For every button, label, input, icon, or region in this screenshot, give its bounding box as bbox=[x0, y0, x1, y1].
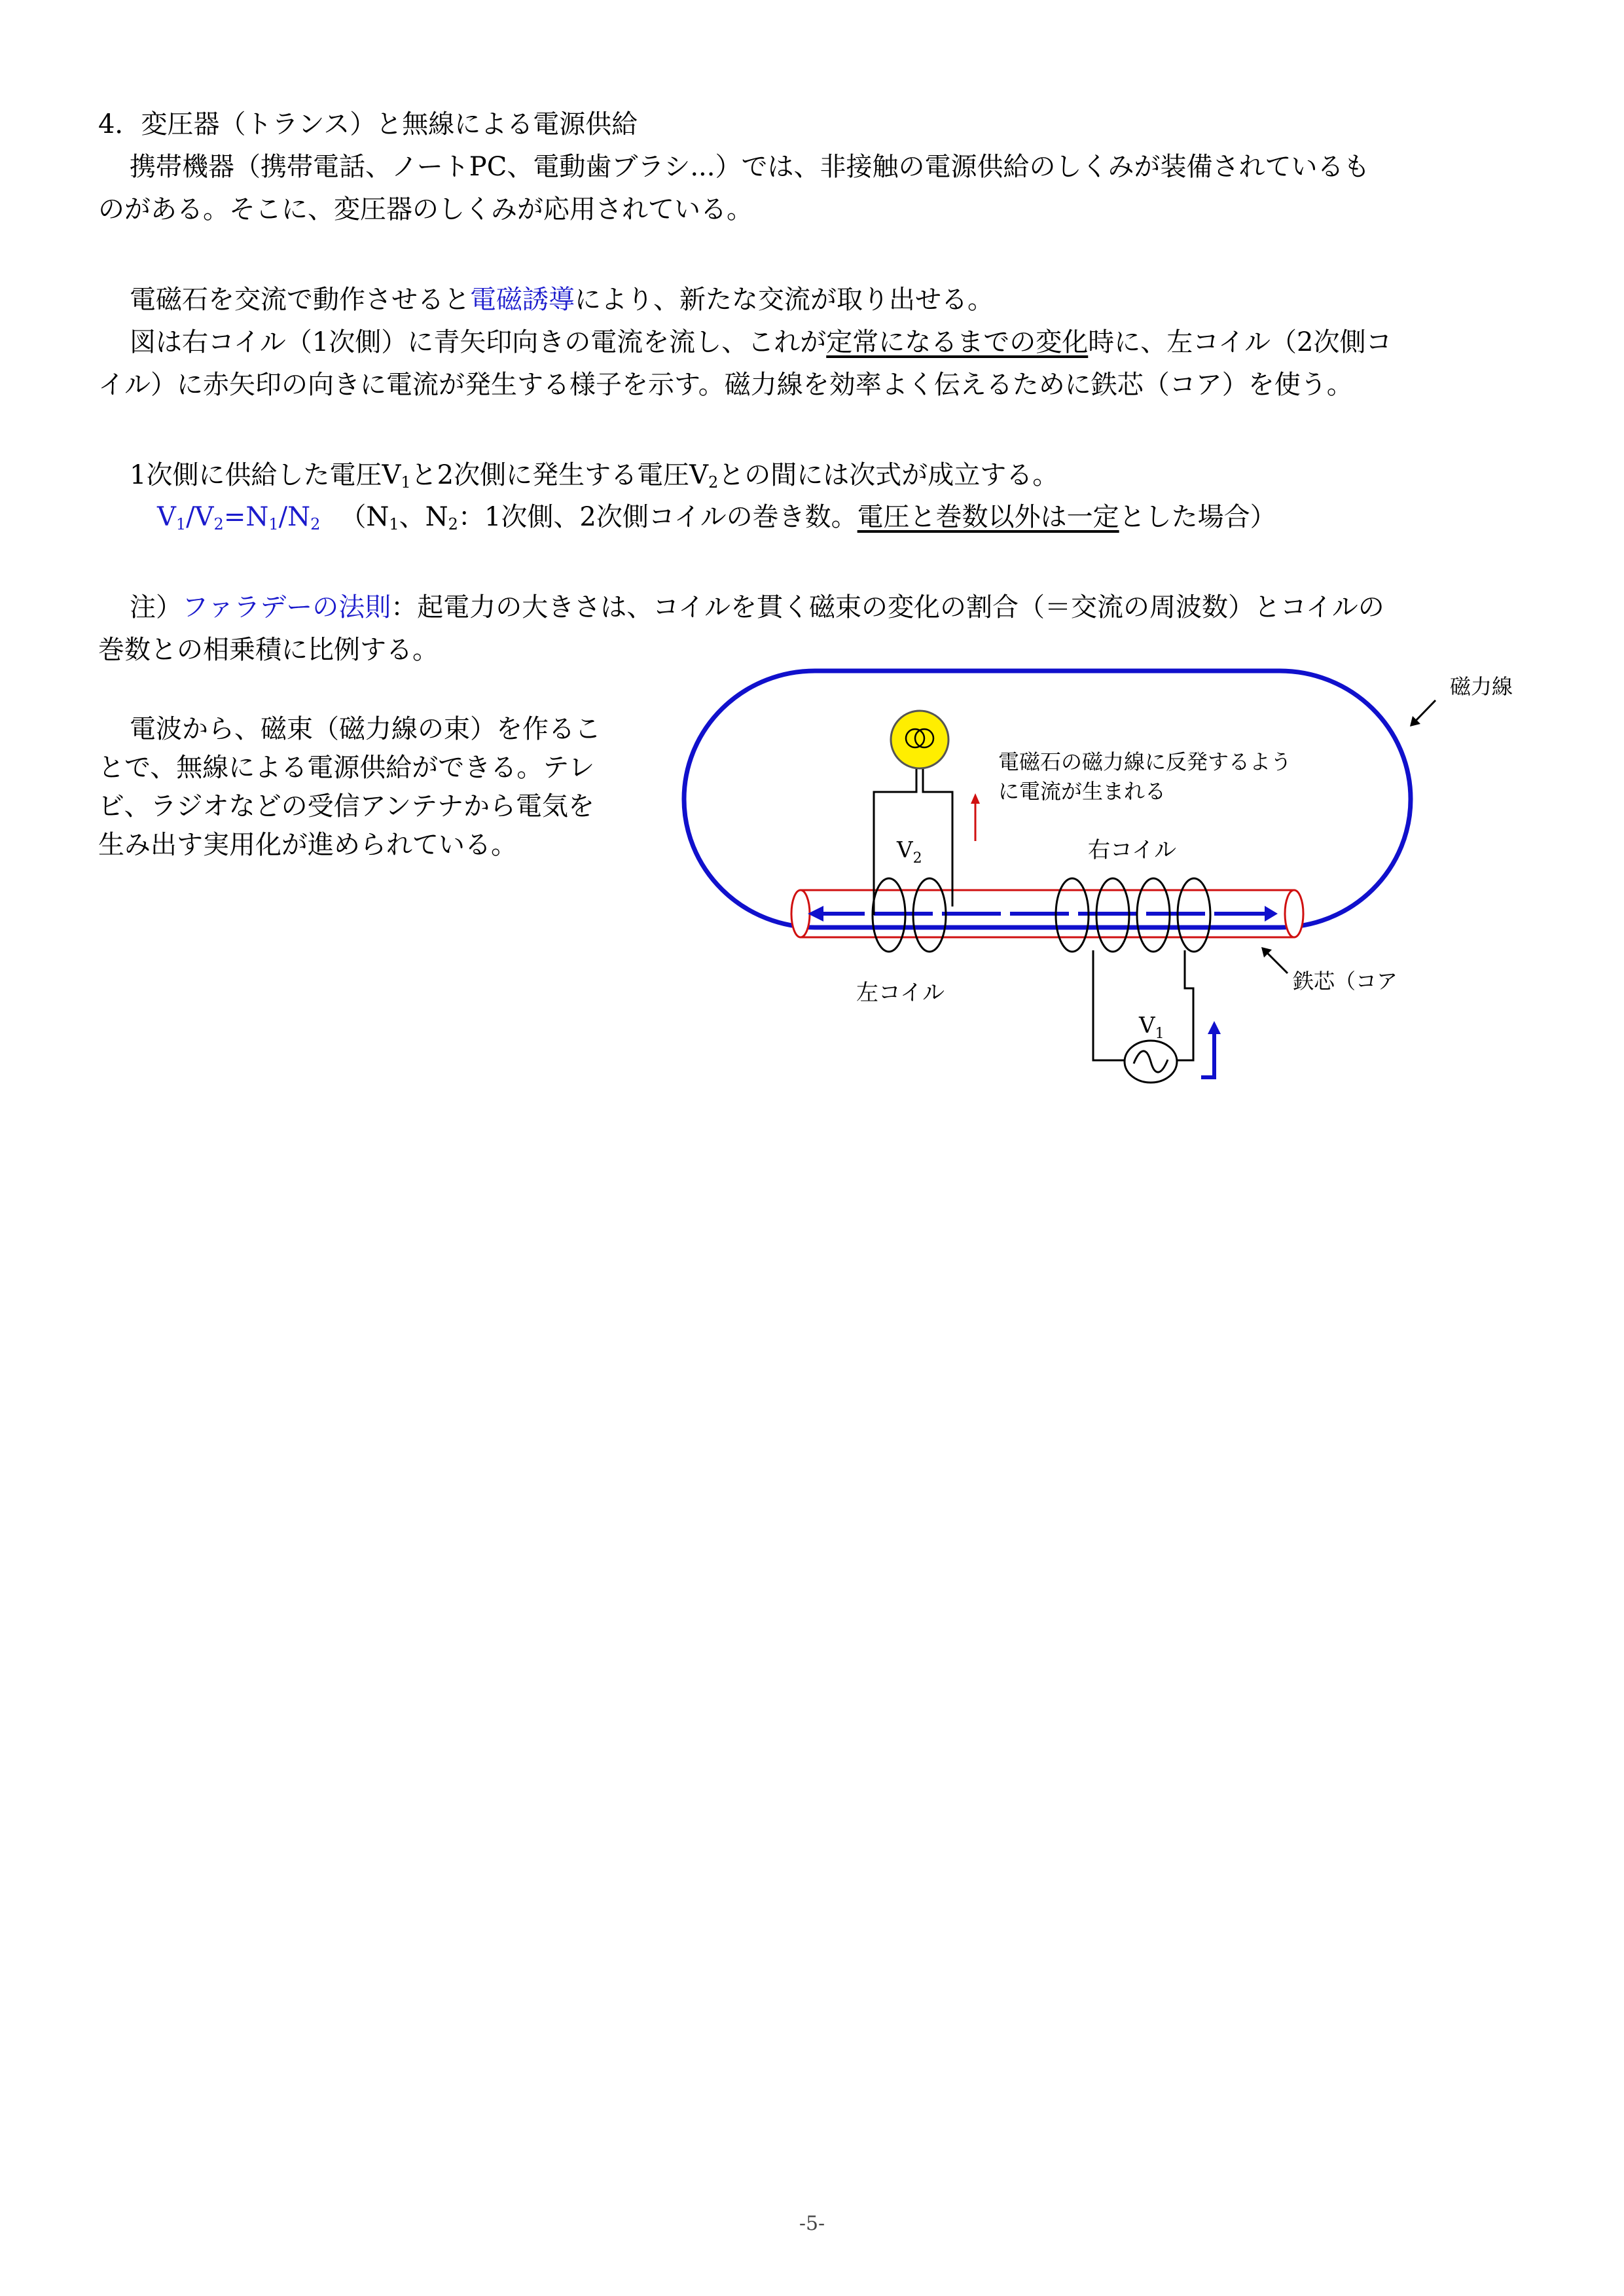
primary-current-arrow bbox=[1201, 1021, 1221, 1077]
secondary-circuit bbox=[874, 769, 952, 906]
core-pointer bbox=[1261, 947, 1288, 973]
faraday-term: ファラデーの法則 bbox=[182, 592, 391, 622]
voltage-relation-intro: 1次側に供給した電圧$V_1$と2次側に発生する電圧$V_2$との間には次式が成立する。 bbox=[130, 460, 1059, 492]
induction-term: 電磁誘導 bbox=[470, 285, 575, 315]
field-lines-label: 磁力線 bbox=[1450, 674, 1513, 699]
page-number: -5- bbox=[799, 2212, 825, 2235]
figure-description-line-2: イル）に赤矢印の向きに電流が発生する様子を示す。磁力線を効率よく伝えるために鉄芯（コア）を使う。 bbox=[98, 370, 1353, 400]
induced-current-arrow bbox=[971, 793, 980, 841]
voltage-formula-line: $V_1/V_2=N_1/N_2$ （$N_1$、$N_2$：1次側、2次側コイルの巻き数。電圧と巻数以外は一定とした場合） bbox=[157, 502, 1276, 533]
repel-note-line-1: 電磁石の磁力線に反発するよう bbox=[998, 749, 1292, 774]
field-lines-pointer bbox=[1410, 700, 1435, 726]
core-label: 鉄芯（コア bbox=[1293, 969, 1398, 994]
right-coil-label: 右コイル bbox=[1088, 837, 1176, 863]
bulb-icon bbox=[891, 711, 948, 768]
section-heading: 4．変圧器（トランス）と無線による電源供給 bbox=[98, 109, 638, 139]
induction-sentence: 電磁石を交流で動作させると電磁誘導により、新たな交流が取り出せる。 bbox=[130, 285, 994, 315]
transformer-diagram bbox=[681, 655, 1545, 1113]
core-flux-arrow bbox=[808, 906, 1278, 922]
v2-label: $V_2$ bbox=[897, 837, 922, 867]
underlined-phrase: 定常になるまでの変化 bbox=[826, 327, 1089, 357]
figure-description-line-1: 図は右コイル（1次側）に青矢印向きの電流を流し、これが定常になるまでの変化時に、左コイル（2次側コ bbox=[130, 327, 1392, 357]
v1-label: $V_1$ bbox=[1139, 1013, 1164, 1042]
voltage-formula: $V_1/V_2=N_1/N_2$ bbox=[157, 502, 321, 533]
intro-line-1: 携帯機器（携帯電話、ノートPC、電動歯ブラシ...）では、非接触の電源供給のしくみが装備されているも bbox=[130, 152, 1370, 182]
intro-line-2: のがある。そこに、変圧器のしくみが応用されている。 bbox=[98, 194, 753, 224]
left-coil-label: 左コイル bbox=[856, 980, 945, 1006]
faraday-line-2: 巻数との相乗積に比例する。 bbox=[98, 635, 439, 665]
underlined-condition: 電圧と巻数以外は一定 bbox=[857, 502, 1119, 532]
wireless-paragraph: 電波から、磁束（磁力線の束）を作るこ とで、無線による電源供給ができる。テレ ビ、ラジオなどの受信アンテナから電気を 生み出す実用化が進められている。 bbox=[98, 714, 601, 860]
faraday-line-1: 注）ファラデーの法則：起電力の大きさは、コイルを貫く磁束の変化の割合（＝交流の周波数）とコイルの bbox=[130, 592, 1384, 622]
repel-note-line-2: に電流が生まれる bbox=[998, 779, 1166, 804]
